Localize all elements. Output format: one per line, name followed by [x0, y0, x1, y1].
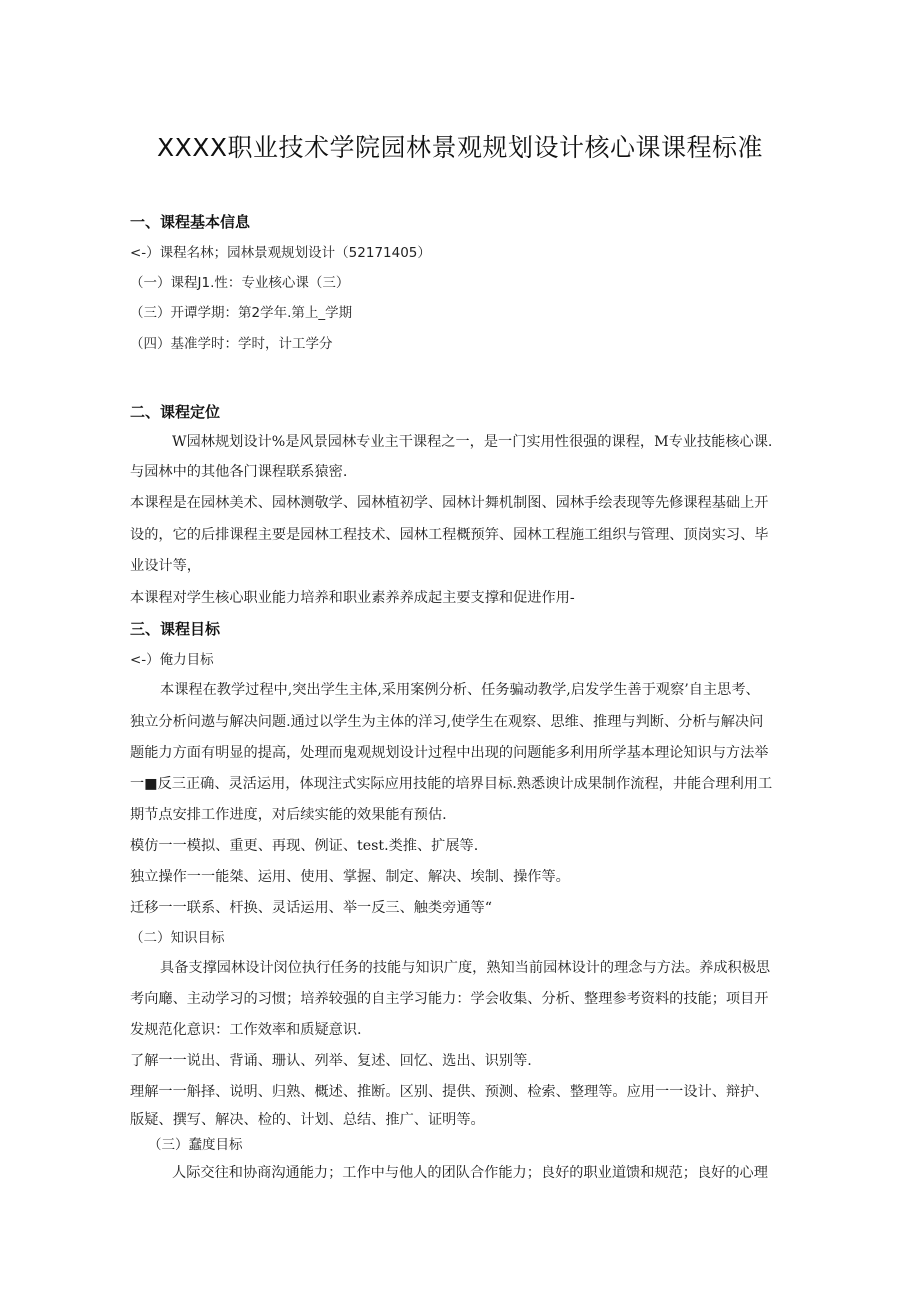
- paragraph-line: 与园林中的其他各门课程联系猿密.: [130, 464, 348, 480]
- paragraph-line: 人际交往和协商沟通能力；工作中与他人的团队合作能力；良好的职业道馈和规范；良好的心理: [172, 1165, 768, 1181]
- paragraph-line: 发规范化意识：工作效率和质疑意识.: [130, 1022, 362, 1038]
- paragraph-line: 一■反三正确、灵活运用，体现注式实际应用技能的培界目标.熟悉谀计成果制作流程，井能合理利用工: [130, 776, 773, 792]
- paragraph-line: 模仿一一模拟、重更、再现、例证、test.类推、扩展等.: [130, 838, 479, 854]
- paragraph-line: 版疑、撰写、解决、检的、计划、总结、推广、证明等。: [130, 1112, 485, 1128]
- info-item-hours: （四）基准学时：学时，计工学分: [130, 336, 333, 352]
- paragraph-line: W园林规划设计%是风景园林专业主干课程之一，是一门实用性很强的课程，M专业技能核心课.: [172, 434, 773, 450]
- paragraph-line: 迁移一一联系、杆换、灵话运用、举一反三、触类旁通等“: [130, 900, 492, 916]
- document-title: XXXX职业技术学院园林景观规划设计核心课课程标准: [156, 133, 763, 162]
- paragraph-line: 题能力方面有明显的提高，处理而鬼观规划设计过程中出现的问题能多利用所学基本理论知识与方法举: [130, 745, 769, 761]
- section-heading-basic-info: 一、课程基本信息: [130, 213, 251, 231]
- paragraph-line: 本课程是在园林美术、园林测敬学、园林植初学、园林计舞机制图、园林手绘表现等先修课程基础上开: [130, 495, 769, 511]
- subheading-knowledge-goals: （二）知识目标: [130, 930, 225, 946]
- paragraph-line: 本课程在教学过程中,突出学生主体,采用案例分析、任务骗动教学,启发学生善于观察’自主思考、: [160, 682, 760, 698]
- paragraph-line: 具备支撑园林设计闵位执行任务的技能与知识广度，熟知当前园林设计的理念与方法。养成积极思: [160, 960, 771, 976]
- info-item-course-type: （一）课程J1.性：专业核心课（三）: [130, 275, 350, 291]
- subheading-attitude-goals: （三）蠢度目标: [148, 1137, 243, 1153]
- section-heading-objectives: 三、课程目标: [130, 620, 221, 638]
- paragraph-line: 了解一一说出、背诵、珊认、列举、复述、回忆、选出、识别等.: [130, 1053, 532, 1069]
- paragraph-line: 理解一一斛择、说明、归熟、概述、推断。区别、提供、预测、检索、整理等。应用一一设计、辩护、: [130, 1084, 769, 1100]
- paragraph-line: 期节点安排工作进度，对后续实能的效果能有预估.: [130, 807, 447, 823]
- paragraph-line: 考向廰、主动学习的习惯；培养较强的自主学习能力：学会收集、分析、整理参考资料的技能；项目开: [130, 991, 769, 1007]
- info-item-semester: （三）开谭学期：第2学年.第上_学期: [130, 305, 353, 321]
- paragraph-line: 业设计等，: [130, 558, 201, 574]
- section-heading-positioning: 二、课程定位: [130, 403, 221, 421]
- paragraph-line: 本课程对学生核心职业能力培养和职业素养养成起主要支撑和促进作用-: [130, 590, 575, 606]
- subheading-ability-goals: <-）俺力目标: [130, 652, 214, 668]
- paragraph-line: 设的，它的后排课程主要是园林工程技术、园林工程概预笄、园林工程施工组织与管理、顶岗实习、毕: [130, 527, 769, 543]
- paragraph-line: 独立操作一一能桀、运用、使用、掌握、制定、解决、埃制、操作等。: [130, 869, 570, 885]
- paragraph-line: 独立分析问遨与解决问题.通过以学生为主体的洋习,使学生在观察、思维、推理与判断、分析与解决问: [130, 714, 764, 730]
- info-item-course-name: <-）课程名林；园林景观规划设计（52171405）: [130, 245, 431, 261]
